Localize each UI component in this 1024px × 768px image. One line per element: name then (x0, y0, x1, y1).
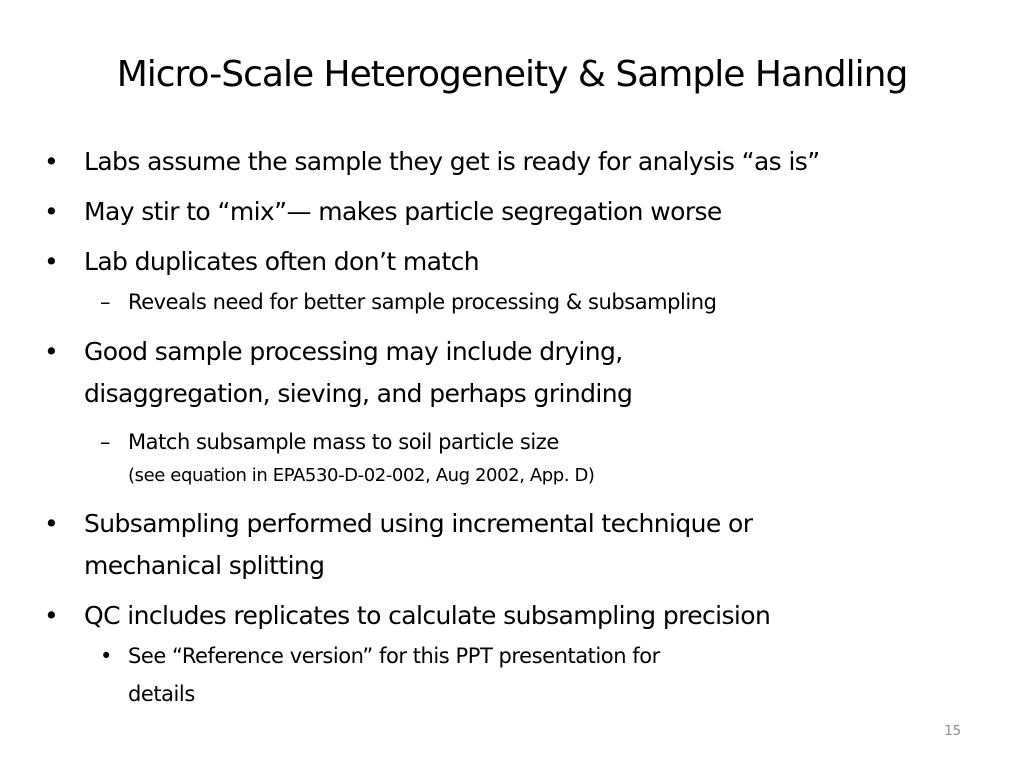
sub-bullet-item (44, 423, 994, 491)
bullet-text: Labs assume the sample they get is ready for analysis “as is” (84, 147, 820, 176)
bullet-icon: • (44, 601, 59, 630)
bullet-text: QC includes replicates to calculate subsampling precision (84, 601, 771, 630)
sub-bullet-text: Reveals need for better sample processing & subsampling (128, 290, 717, 314)
bullet-icon: • (100, 644, 112, 668)
sub-bullet-text-line: details (128, 682, 195, 706)
bullet-text: Lab duplicates often don’t match (84, 247, 479, 276)
slide-title: Micro-Scale Heterogeneity & Sample Handling (116, 54, 908, 95)
sub-bullet-text: Match subsample mass to soil particle size (128, 430, 559, 454)
slide-body (44, 141, 994, 713)
bullet-icon: • (44, 147, 59, 176)
sub-bullet-text-line: See “Reference version” for this PPT presentation for (128, 644, 660, 668)
bullet-text-line: mechanical splitting (84, 551, 325, 580)
bullet-item (44, 141, 994, 183)
bullet-item (44, 503, 994, 587)
bullet-text-line: Subsampling performed using incremental technique or (84, 509, 753, 538)
bullet-text: May stir to “mix”— makes particle segregation worse (84, 197, 722, 226)
dash-icon: – (100, 430, 111, 454)
bullet-icon: • (44, 337, 59, 366)
bullet-icon: • (44, 247, 59, 276)
bullet-item (44, 331, 994, 415)
bullet-item (44, 241, 994, 283)
sub-bullet-item (44, 283, 994, 321)
bullet-item (44, 595, 994, 637)
bullet-text-line: Good sample processing may include drying, (84, 337, 623, 366)
sub-bullet-item (44, 637, 994, 713)
page-number: 15 (944, 724, 961, 739)
bullet-icon: • (44, 509, 59, 538)
bullet-text-line: disaggregation, sieving, and perhaps grinding (84, 379, 633, 408)
reference-note: (see equation in EPA530-D-02-002, Aug 2002, App. D) (128, 465, 595, 486)
bullet-icon: • (44, 197, 59, 226)
bullet-item (44, 191, 994, 233)
dash-icon: – (100, 290, 111, 314)
